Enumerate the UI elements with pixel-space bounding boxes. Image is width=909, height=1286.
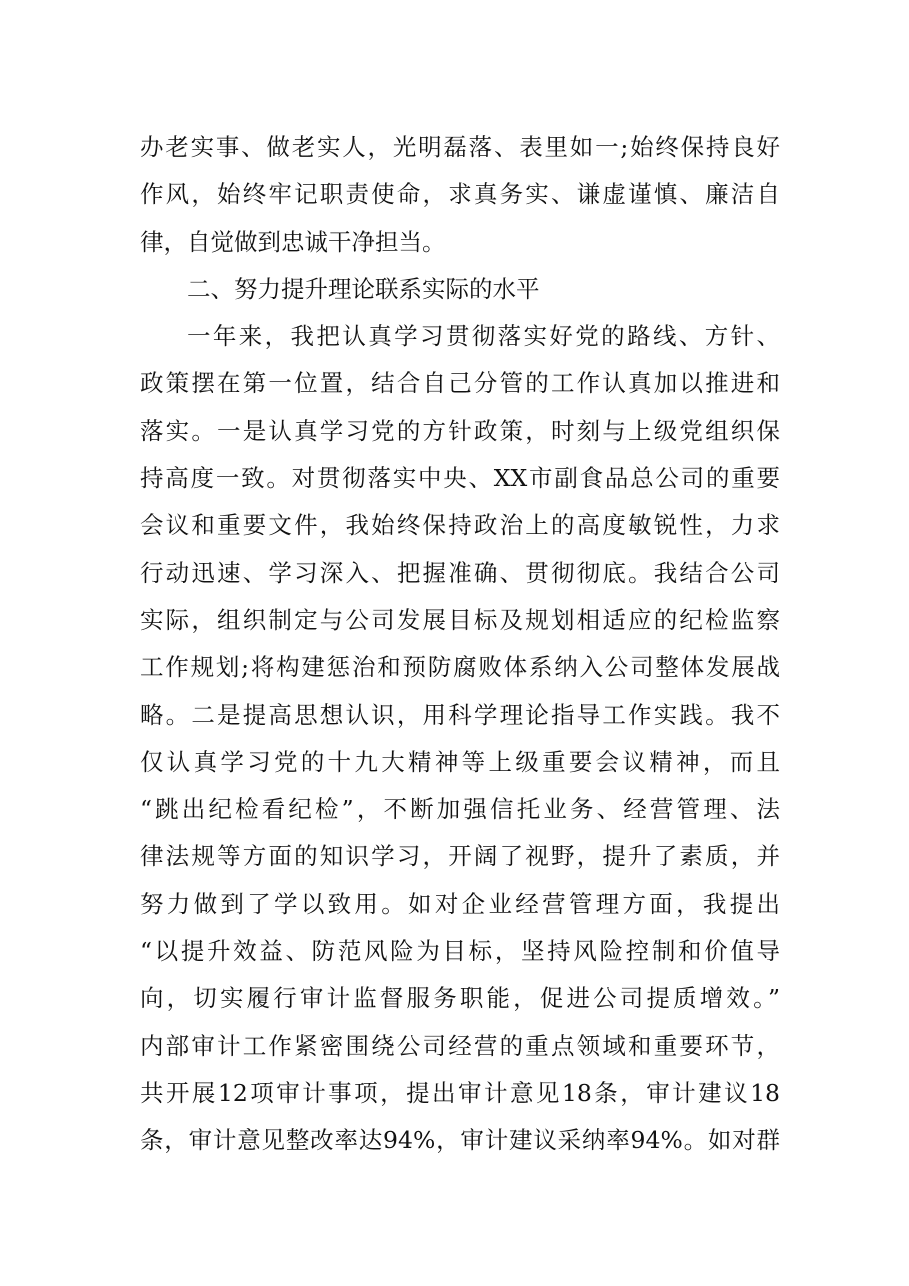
text-line: 作风，始终牢记职责使命，求真务实、谦虚谨慎、廉洁自 [140, 180, 780, 209]
text-line: 略。二是提高思想认识，用科学理论指导工作实践。我不 [140, 700, 780, 729]
text-line: 政策摆在第一位置，结合自己分管的工作认真加以推进和 [140, 369, 780, 398]
text-line: 努力做到了学以致用。如对企业经营管理方面，我提出 [140, 889, 780, 918]
text-line: 一年来，我把认真学习贯彻落实好党的路线、方针、 [187, 322, 780, 351]
section-heading: 二、努力提升理论联系实际的水平 [187, 274, 540, 303]
text-line: 共开展12项审计事项，提出审计意见18条，审计建议18 [140, 1078, 780, 1107]
text-line: 实际，组织制定与公司发展目标及规划相适应的纪检监察 [140, 605, 780, 634]
text-line: 工作规划;将构建惩治和预防腐败体系纳入公司整体发展战 [140, 653, 780, 682]
text-line: 仅认真学习党的十九大精神等上级重要会议精神，而且 [140, 747, 780, 776]
text-line: 持高度一致。对贯彻落实中央、XX市副食品总公司的重要 [140, 464, 780, 493]
text-line: “跳出纪检看纪检”，不断加强信托业务、经营管理、法 [140, 795, 780, 824]
text-line: 行动迅速、学习深入、把握准确、贯彻彻底。我结合公司 [140, 558, 780, 587]
text-line: 办老实事、做老实人，光明磊落、表里如一;始终保持良好 [140, 133, 780, 161]
text-line: 律，自觉做到忠诚干净担当。 [140, 227, 446, 256]
body-text [140, 124, 780, 1165]
text-line: 条，审计意见整改率达94%，审计建议采纳率94%。如对群 [140, 1126, 780, 1155]
text-line: “以提升效益、防范风险为目标，坚持风险控制和价值导 [140, 937, 780, 966]
text-line: 落实。一是认真学习党的方针政策，时刻与上级党组织保 [140, 416, 780, 445]
text-line: 向，切实履行审计监督服务职能，促进公司提质增效。” [140, 984, 780, 1013]
text-line: 律法规等方面的知识学习，开阔了视野，提升了素质，并 [140, 842, 780, 871]
text-line: 会议和重要文件，我始终保持政治上的高度敏锐性，力求 [140, 511, 780, 540]
text-line: 内部审计工作紧密围绕公司经营的重点领域和重要环节， [140, 1031, 780, 1060]
